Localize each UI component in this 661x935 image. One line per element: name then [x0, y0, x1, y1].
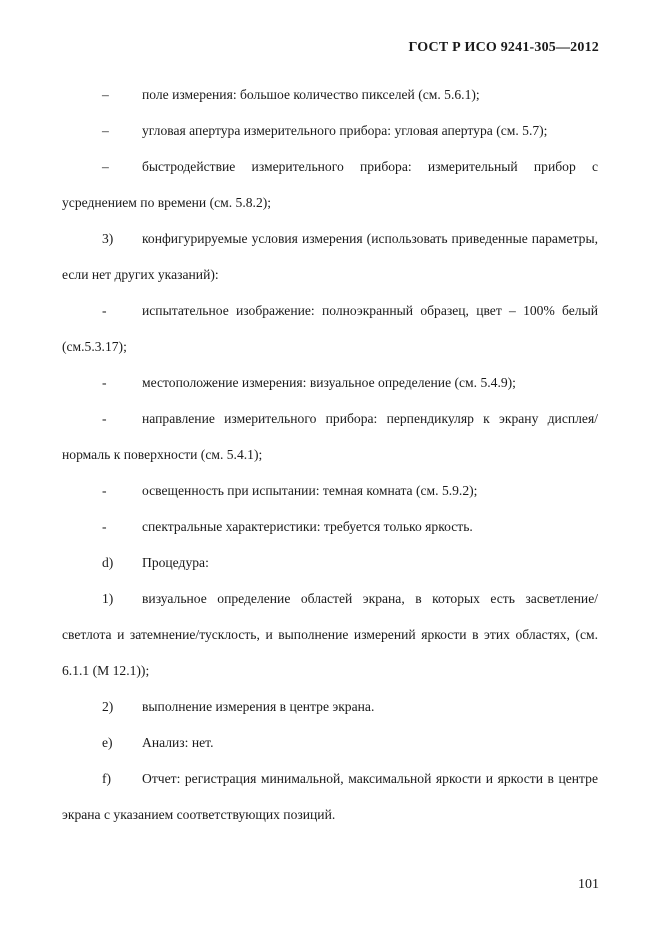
list-item-text: выполнение измерения в центре экрана.: [142, 699, 375, 714]
list-item-text: Процедура:: [142, 555, 209, 570]
list-item-text: угловая апертура измерительного прибора: угловая апертура (см. 5.7);: [142, 123, 548, 138]
list-item: [62, 581, 598, 689]
document-body: [62, 77, 598, 833]
list-item-text: спектральные характеристики: требуется только яркость.: [142, 519, 473, 534]
list-item: [62, 689, 598, 725]
list-marker: -: [102, 483, 107, 498]
document-header-title: ГОСТ Р ИСО 9241-305—2012: [408, 40, 599, 55]
list-item-text: Анализ: нет.: [142, 735, 214, 750]
list-item: [62, 293, 598, 365]
list-marker: -: [102, 375, 107, 390]
page-number: 101: [578, 877, 599, 892]
list-marker: 1): [102, 591, 114, 606]
list-marker: –: [102, 159, 109, 174]
list-marker: 3): [102, 231, 114, 246]
list-item-text: местоположение измерения: визуальное определение (см. 5.4.9);: [142, 375, 516, 390]
list-item: [62, 473, 598, 509]
list-marker: -: [102, 303, 107, 318]
list-item-text: визуальное определение областей экрана, в которых есть засветление/светлота и затемнение/тусклость, и выполнение измерений яркости в этих областях, (см. 6.1.1 (М 12.1));: [62, 591, 598, 678]
list-marker: f): [102, 771, 112, 786]
list-item: [62, 725, 598, 761]
list-item: [62, 221, 598, 293]
list-item-text: быстродействие измерительного прибора: измерительный прибор с усреднением по времени (см. 5.8.2);: [62, 159, 598, 210]
list-marker: d): [102, 555, 114, 570]
list-marker: -: [102, 411, 107, 426]
list-item: [62, 509, 598, 545]
list-item: [62, 149, 598, 221]
list-item: [62, 401, 598, 473]
list-item: [62, 365, 598, 401]
list-item-text: поле измерения: большое количество пикселей (см. 5.6.1);: [142, 87, 480, 102]
list-marker: 2): [102, 699, 114, 714]
list-item: [62, 545, 598, 581]
list-item: [62, 113, 598, 149]
list-item: [62, 77, 598, 113]
list-item-text: испытательное изображение: полноэкранный образец, цвет – 100% белый (см.5.3.17);: [62, 303, 598, 354]
list-item-text: Отчет: регистрация минимальной, максимальной яркости и яркости в центре экрана с указанием соответствующих позиций.: [62, 771, 598, 822]
list-marker: e): [102, 735, 113, 750]
list-item-text: конфигурируемые условия измерения (использовать приведенные параметры, если нет других указаний):: [62, 231, 598, 282]
list-item-text: направление измерительного прибора: перпендикуляр к экрану дисплея/нормаль к поверхности (см. 5.4.1);: [62, 411, 598, 462]
list-item: [62, 761, 598, 833]
list-marker: –: [102, 87, 109, 102]
list-marker: –: [102, 123, 109, 138]
list-item-text: освещенность при испытании: темная комната (см. 5.9.2);: [142, 483, 478, 498]
list-marker: -: [102, 519, 107, 534]
